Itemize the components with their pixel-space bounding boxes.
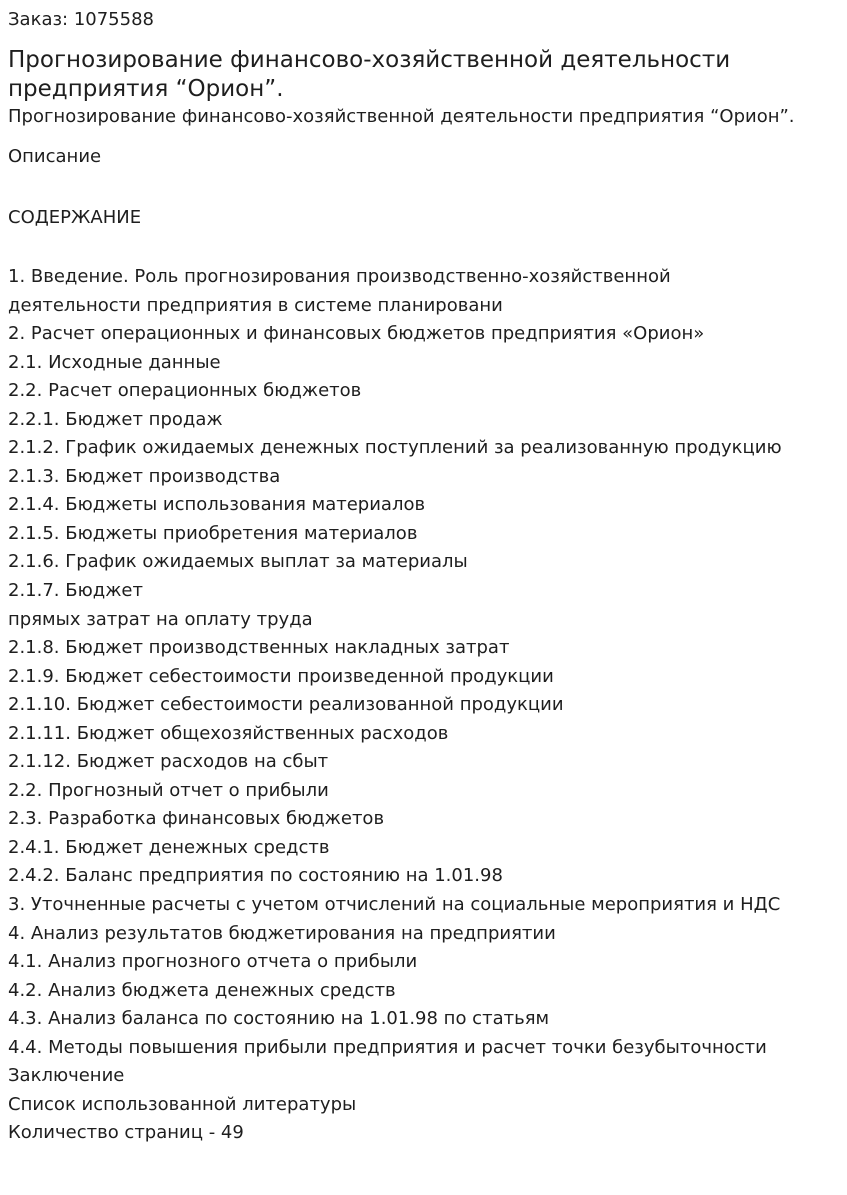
toc-item: 2.4.2. Баланс предприятия по состоянию на 1.01.98 [8,865,503,887]
toc-item: 2.1.6. График ожидаемых выплат за материалы [8,551,468,573]
toc-item: 2.1. Исходные данные [8,351,221,373]
toc-item: 4. Анализ результатов бюджетирования на предприятии [8,922,556,944]
toc-heading: СОДЕРЖАНИЕ [8,207,142,228]
toc-item: 2. Расчет операционных и финансовых бюджетов предприятия «Орион» [8,323,705,345]
toc-item: 2.2. Расчет операционных бюджетов [8,380,362,402]
toc-item: 2.1.2. График ожидаемых денежных поступлений за реализованную продукцию [8,437,782,459]
toc-item: 2.1.11. Бюджет общехозяйственных расходов [8,722,449,744]
toc-item: 2.2. Прогнозный отчет о прибыли [8,779,329,801]
description-label: Описание [8,146,102,167]
toc-item: 2.1.8. Бюджет производственных накладных затрат [8,637,510,659]
toc-item: 2.1.4. Бюджеты использования материалов [8,494,426,516]
toc-item: 2.1.9. Бюджет себестоимости произведенной продукции [8,665,554,687]
page-subtitle: Прогнозирование финансово-хозяйственной деятельности предприятия “Орион”. [8,106,795,127]
toc-item: 4.1. Анализ прогнозного отчета о прибыли [8,951,418,973]
toc-item: 2.1.5. Бюджеты приобретения материалов [8,522,418,544]
toc-item: 2.4.1. Бюджет денежных средств [8,836,330,858]
order-number: Заказ: 1075588 [8,9,154,30]
toc-item: 2.1.10. Бюджет себестоимости реализованной продукции [8,694,564,716]
toc-item: 4.2. Анализ бюджета денежных средств [8,979,396,1001]
toc-item: Заключение [8,1065,125,1087]
toc-item: 3. Уточненные расчеты с учетом отчислений на социальные мероприятия и НДС [8,894,781,916]
toc-item: Список использованной литературы [8,1093,357,1115]
toc-item: 2.1.12. Бюджет расходов на сбыт [8,751,329,773]
toc-item: 4.3. Анализ баланса по состоянию на 1.01.98 по статьям [8,1008,550,1030]
toc-item: прямых затрат на оплату труда [8,608,313,630]
toc-item: 1. Введение. Роль прогнозирования производственно-хозяйственной деятельности предприятия в системе планировани [8,266,671,316]
toc-item: 2.1.7. Бюджет [8,580,143,602]
toc-item: 2.1.3. Бюджет производства [8,465,281,487]
page-count: Количество страниц - 49 [8,1122,244,1144]
page-title: Прогнозирование финансово-хозяйственной деятельности предприятия “Орион”. [8,47,731,102]
table-of-contents [8,263,839,1148]
toc-item: 4.4. Методы повышения прибыли предприятия и расчет точки безубыточности [8,1036,767,1058]
toc-item: 2.3. Разработка финансовых бюджетов [8,808,385,830]
toc-item: 2.2.1. Бюджет продаж [8,408,223,430]
